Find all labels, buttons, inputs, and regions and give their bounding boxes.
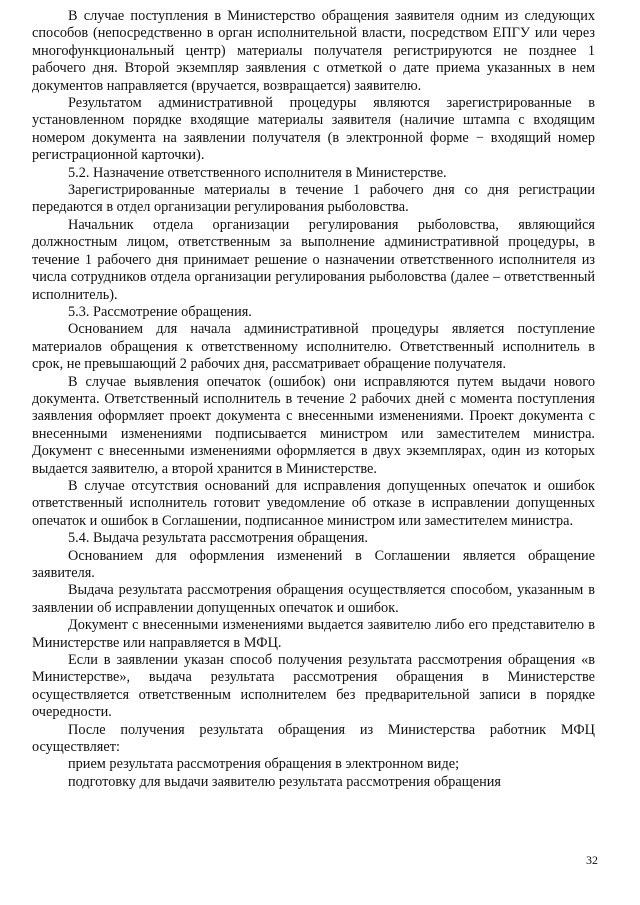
section-heading-5-2: 5.2. Назначение ответственного исполнителя в Министерстве. <box>68 164 447 181</box>
paragraph-in-ministry: Если в заявлении указан способ получения результата рассмотрения обращения «в Министерстве», выдача результата рассмотрения обращения в Министерстве осуществляется ответственным исполнителем без предварительной записи в порядке очередности. <box>32 652 595 721</box>
paragraph-typo-correction: В случае выявления опечаток (ошибок) они исправляются путем выдачи нового документа. Ответственный исполнитель в течение 2 рабочих дней с момента поступления заявления оформляет проект документа с внесенными изменениями. Проект документа с внесенными изменениями подписывается министром или заместителем министра. Документ с внесенными изменениями оформляется в двух экземплярах, один из которых выдается заявителю, а второй хранится в Министерстве. <box>32 373 595 477</box>
paragraph-head-of-department: Начальник отдела организации регулирования рыболовства, являющийся должностным лицом, ответственным за выполнение административной процедуры, в течение 1 рабочего дня принимает решение о назначении ответственного исполнителя из числа сотрудников отдела организации регулирования рыболовства (далее – ответственный исполнитель). <box>32 216 595 303</box>
list-item-electronic-receipt: прием результата рассмотрения обращения в электронном виде; <box>68 756 460 773</box>
paragraph-issue-method: Выдача результата рассмотрения обращения осуществляется способом, указанным в заявлении об исправлении допущенных опечаток и ошибок. <box>32 582 595 616</box>
section-heading-5-3: 5.3. Рассмотрение обращения. <box>68 303 252 320</box>
paragraph-mfc-worker: После получения результата обращения из Министерства работник МФЦ осуществляет: <box>32 721 595 756</box>
list-item-preparation: подготовку для выдачи заявителю результата рассмотрения обращения <box>68 773 501 790</box>
paragraph-procedure-result: Результатом административной процедуры являются зарегистрированные в установленном порядке входящие материалы заявителя (наличие штампа с входящим номером документа на заявлении получателя (в электронной форме − входящий номер регистрационной карточки). <box>32 95 595 164</box>
page-number: 32 <box>586 853 598 867</box>
paragraph-receipt-registration: В случае поступления в Министерство обращения заявителя одним из следующих способов (непосредственно в орган исполнительной власти, посредством ЕПГУ или через многофункциональный центр) материалы получателя регистрируются не позднее 1 рабочего дня. Второй экземпляр заявления с отметкой о дате приема указанных в нем документов направляется (вручается, возвращается) заявителю. <box>32 8 595 94</box>
paragraph-procedure-basis: Основанием для начала административной процедуры является поступление материалов обращения к ответственному исполнителю. Ответственный исполнитель в срок, не превышающий 2 рабочих дня, рассматривает обращение получателя. <box>32 321 595 373</box>
paragraph-refusal-notice: В случае отсутствия оснований для исправления допущенных опечаток и ошибок ответственный исполнитель готовит уведомление об отказе в исправлении допущенных опечаток и ошибок в Соглашении, подписанное министром или заместителем министра. <box>32 477 595 529</box>
paragraph-changes-basis: Основанием для оформления изменений в Соглашении является обращение заявителя. <box>32 547 595 581</box>
paragraph-document-issued: Документ с внесенными изменениями выдается заявителю либо его представителю в Министерстве или направляется в МФЦ. <box>32 617 595 651</box>
paragraph-materials-transfer: Зарегистрированные материалы в течение 1 рабочего дня со дня регистрации передаются в отдел организации регулирования рыболовства. <box>32 182 595 216</box>
section-heading-5-4: 5.4. Выдача результата рассмотрения обращения. <box>68 530 368 547</box>
document-body <box>32 8 595 791</box>
